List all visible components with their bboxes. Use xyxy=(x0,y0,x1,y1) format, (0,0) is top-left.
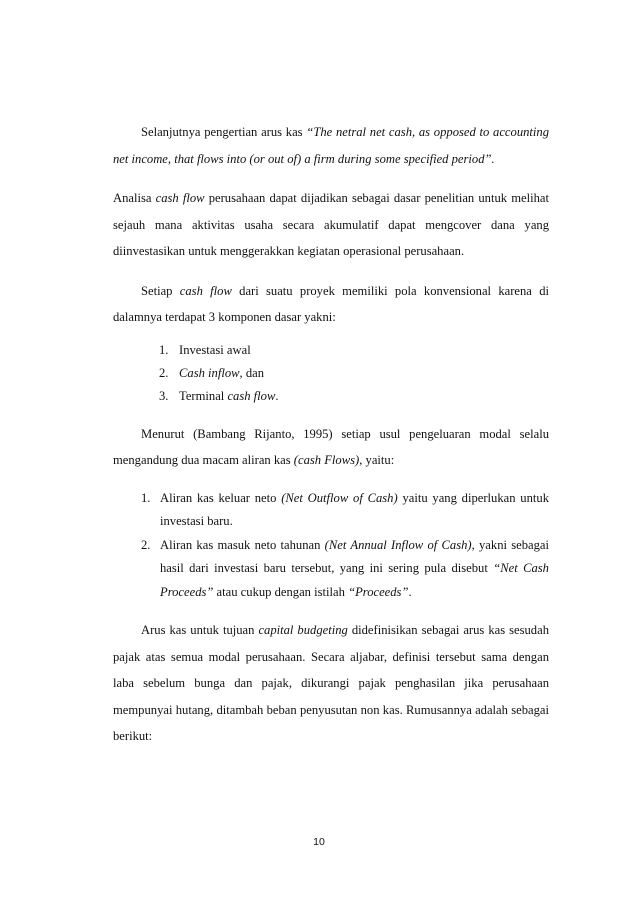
paragraph-cash-flow-definition xyxy=(113,119,549,172)
text-span: yaitu yang diperlukan untuk investasi baru. xyxy=(160,490,549,528)
text-span: . xyxy=(408,584,412,599)
text-span: Terminal xyxy=(179,388,228,403)
italic-quote: “The netral net cash, as opposed to accounting net income, that flows into (or out of) a firm during some specified period”. xyxy=(113,125,550,166)
spacer xyxy=(113,474,549,487)
paragraph-setiap xyxy=(113,278,549,331)
paragraph-menurut xyxy=(113,421,549,474)
italic-term: “Proceeds” xyxy=(348,584,409,599)
component-list xyxy=(113,339,549,408)
italic-term: (Net Outflow of Cash) xyxy=(281,490,398,505)
list-item xyxy=(113,534,549,605)
page-number: 10 xyxy=(313,836,325,848)
spacer xyxy=(113,604,549,617)
spacer xyxy=(113,265,549,278)
spacer xyxy=(113,172,549,185)
list-item xyxy=(113,385,549,408)
list-item xyxy=(113,362,549,385)
list-number: 3. xyxy=(159,388,169,403)
italic-term: (Net Annual Inflow of Cash) xyxy=(324,537,472,552)
list-item xyxy=(113,339,549,362)
italic-term: cash flow xyxy=(227,388,276,403)
text-span: Selanjutnya pengertian arus kas xyxy=(141,125,307,139)
spacer xyxy=(113,331,549,339)
list-number: 2. xyxy=(159,365,169,380)
paragraph-arus-kas xyxy=(113,617,549,750)
text-span: perusahaan dapat dijadikan sebagai dasar penelitian untuk melihat sejauh mana aktivitas usaha secara akumulatif dapat mengcover dana yang diinvestasikan untuk menggerakkan kegiatan operasional perusahaan. xyxy=(113,191,549,258)
text-span: Aliran kas keluar neto xyxy=(160,490,282,505)
list-item xyxy=(113,487,549,534)
text-span: Setiap xyxy=(141,283,180,298)
page-content xyxy=(113,119,549,750)
text-span: , dan xyxy=(239,365,265,380)
paragraph-analisa xyxy=(113,185,549,265)
text-span: , yakni sebagai hasil dari investasi baru tersebut, yang ini sering pula disebut xyxy=(160,537,550,575)
cash-flow-types-list xyxy=(113,487,549,605)
text-span: Analisa xyxy=(113,191,156,205)
text-span: Arus kas untuk tujuan xyxy=(141,623,259,637)
spacer xyxy=(113,408,549,421)
text-span: Aliran kas masuk neto tahunan xyxy=(160,537,325,552)
italic-term: Cash inflow xyxy=(179,365,240,380)
list-number: 2. xyxy=(141,537,151,552)
text-span: dari suatu proyek memiliki pola konvensional karena di dalamnya terdapat 3 komponen dasar yakni: xyxy=(113,283,549,324)
italic-term: cash flow xyxy=(155,191,205,205)
text-span: Investasi awal xyxy=(179,342,251,357)
italic-term: cash flow xyxy=(179,283,232,298)
italic-term: (cash Flows) xyxy=(293,453,360,467)
text-span: didefinisikan sebagai arus kas sesudah pajak atas semua modal perusahaan. Secara aljabar, definisi tersebut sama dengan laba sebelum bunga dan pajak, dikurangi pajak penghasilan jika perusahaan mempunyai hutang, ditambah beban penyusutan non kas. Rumusannya adalah sebagai berikut: xyxy=(113,623,549,743)
text-span: Menurut (Bambang Rijanto, 1995) setiap usul pengeluaran modal selalu mengandung dua macam aliran kas xyxy=(113,426,549,467)
list-number: 1. xyxy=(141,490,151,505)
italic-term: “Net Cash Proceeds” xyxy=(160,561,549,599)
list-number: 1. xyxy=(159,342,169,357)
italic-term: capital budgeting xyxy=(258,623,348,637)
text-span: , yaitu: xyxy=(359,453,395,467)
text-span: . xyxy=(275,388,279,403)
text-span: atau cukup dengan istilah xyxy=(213,584,349,599)
